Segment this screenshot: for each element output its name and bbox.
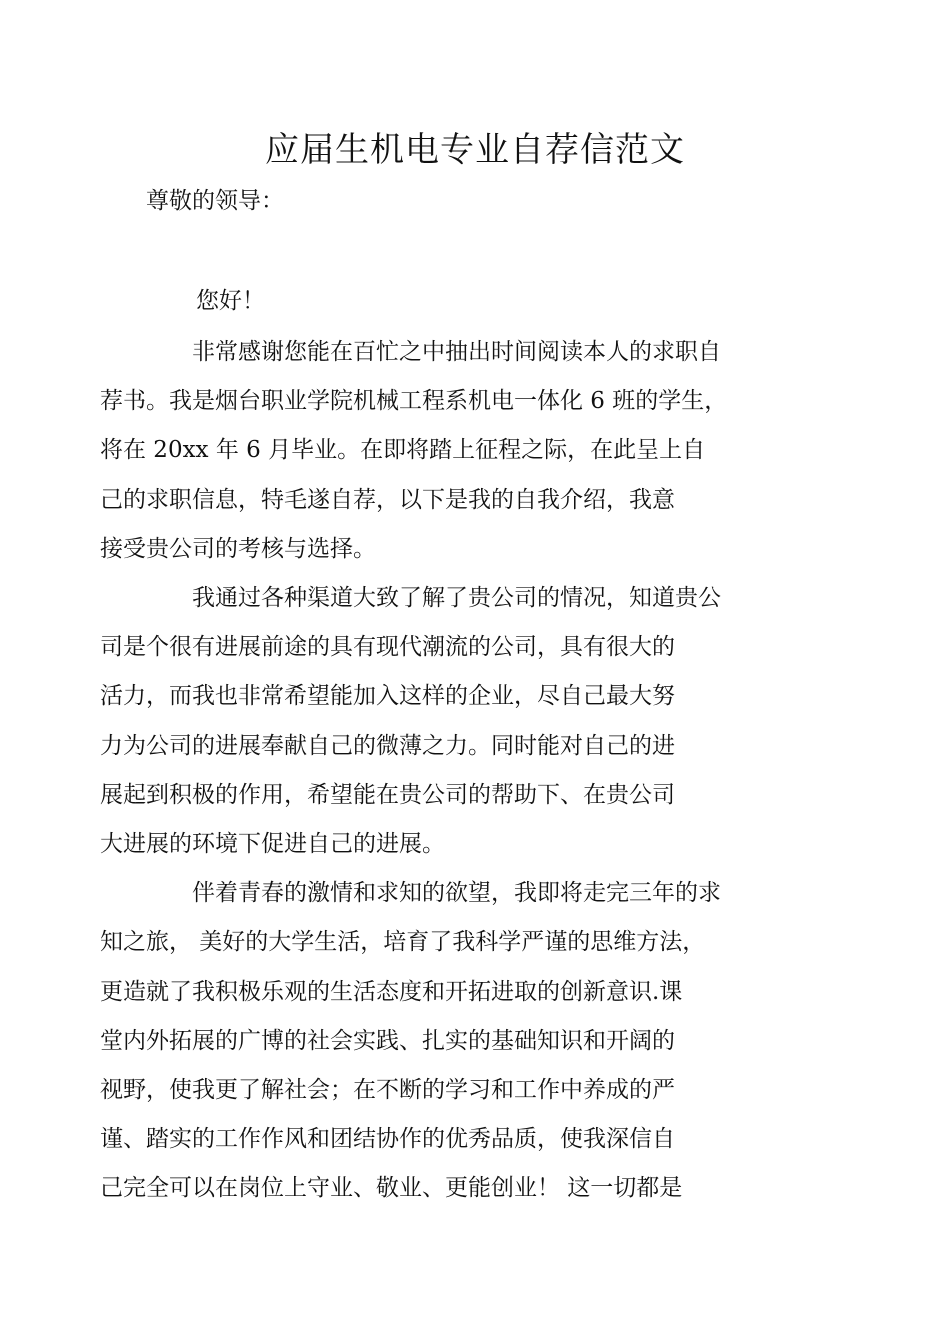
text-line: 视野，使我更了解社会；在不断的学习和工作中养成的严: [100, 1077, 675, 1104]
text-line: 将在 20xx 年 6 月毕业。在即将踏上征程之际，在此呈上自: [100, 437, 706, 464]
text-line: 接受贵公司的考核与选择。: [100, 535, 376, 562]
salutation: 尊敬的领导：: [146, 188, 284, 214]
text-line: 知之旅， 美好的大学生活，培育了我科学严谨的思维方法，: [100, 929, 706, 956]
paragraph-3: [100, 869, 808, 1213]
text-line: 更造就了我积极乐观的生活态度和开拓进取的创新意识.课: [100, 978, 683, 1005]
paragraph-2: [100, 574, 808, 869]
letter-body: [100, 328, 808, 1214]
text-line: 大进展的环境下促进自己的进展。: [100, 831, 445, 858]
document-title: 应届生机电专业自荐信范文: [265, 130, 685, 170]
text-line: 伴着青春的激情和求知的欲望，我即将走完三年的求: [192, 880, 721, 907]
text-line: 力为公司的进展奉献自己的微薄之力。同时能对自己的进: [100, 732, 675, 759]
text-line: 谨、踏实的工作作风和团结协作的优秀品质，使我深信自: [100, 1126, 675, 1153]
text-line: 我通过各种渠道大致了解了贵公司的情况，知道贵公: [192, 585, 721, 612]
text-line: 司是个很有进展前途的具有现代潮流的公司，具有很大的: [100, 634, 675, 661]
text-line: 展起到积极的作用，希望能在贵公司的帮助下、在贵公司: [100, 781, 675, 808]
paragraph-1: [100, 328, 808, 574]
text-line: 非常感谢您能在百忙之中抽出时间阅读本人的求职自: [192, 339, 721, 365]
text-line: 堂内外拓展的广博的社会实践、扎实的基础知识和开阔的: [100, 1027, 675, 1054]
text-line: 己完全可以在岗位上守业、敬业、更能创业！ 这一切都是: [100, 1175, 683, 1202]
greeting: 您好！: [196, 288, 265, 314]
text-line: 活力，而我也非常希望能加入这样的企业，尽自己最大努: [100, 683, 675, 710]
text-line: 己的求职信息，特毛遂自荐，以下是我的自我介绍，我意: [100, 486, 675, 513]
text-line: 荐书。我是烟台职业学院机械工程系机电一体化 6 班的学生，: [100, 388, 728, 415]
